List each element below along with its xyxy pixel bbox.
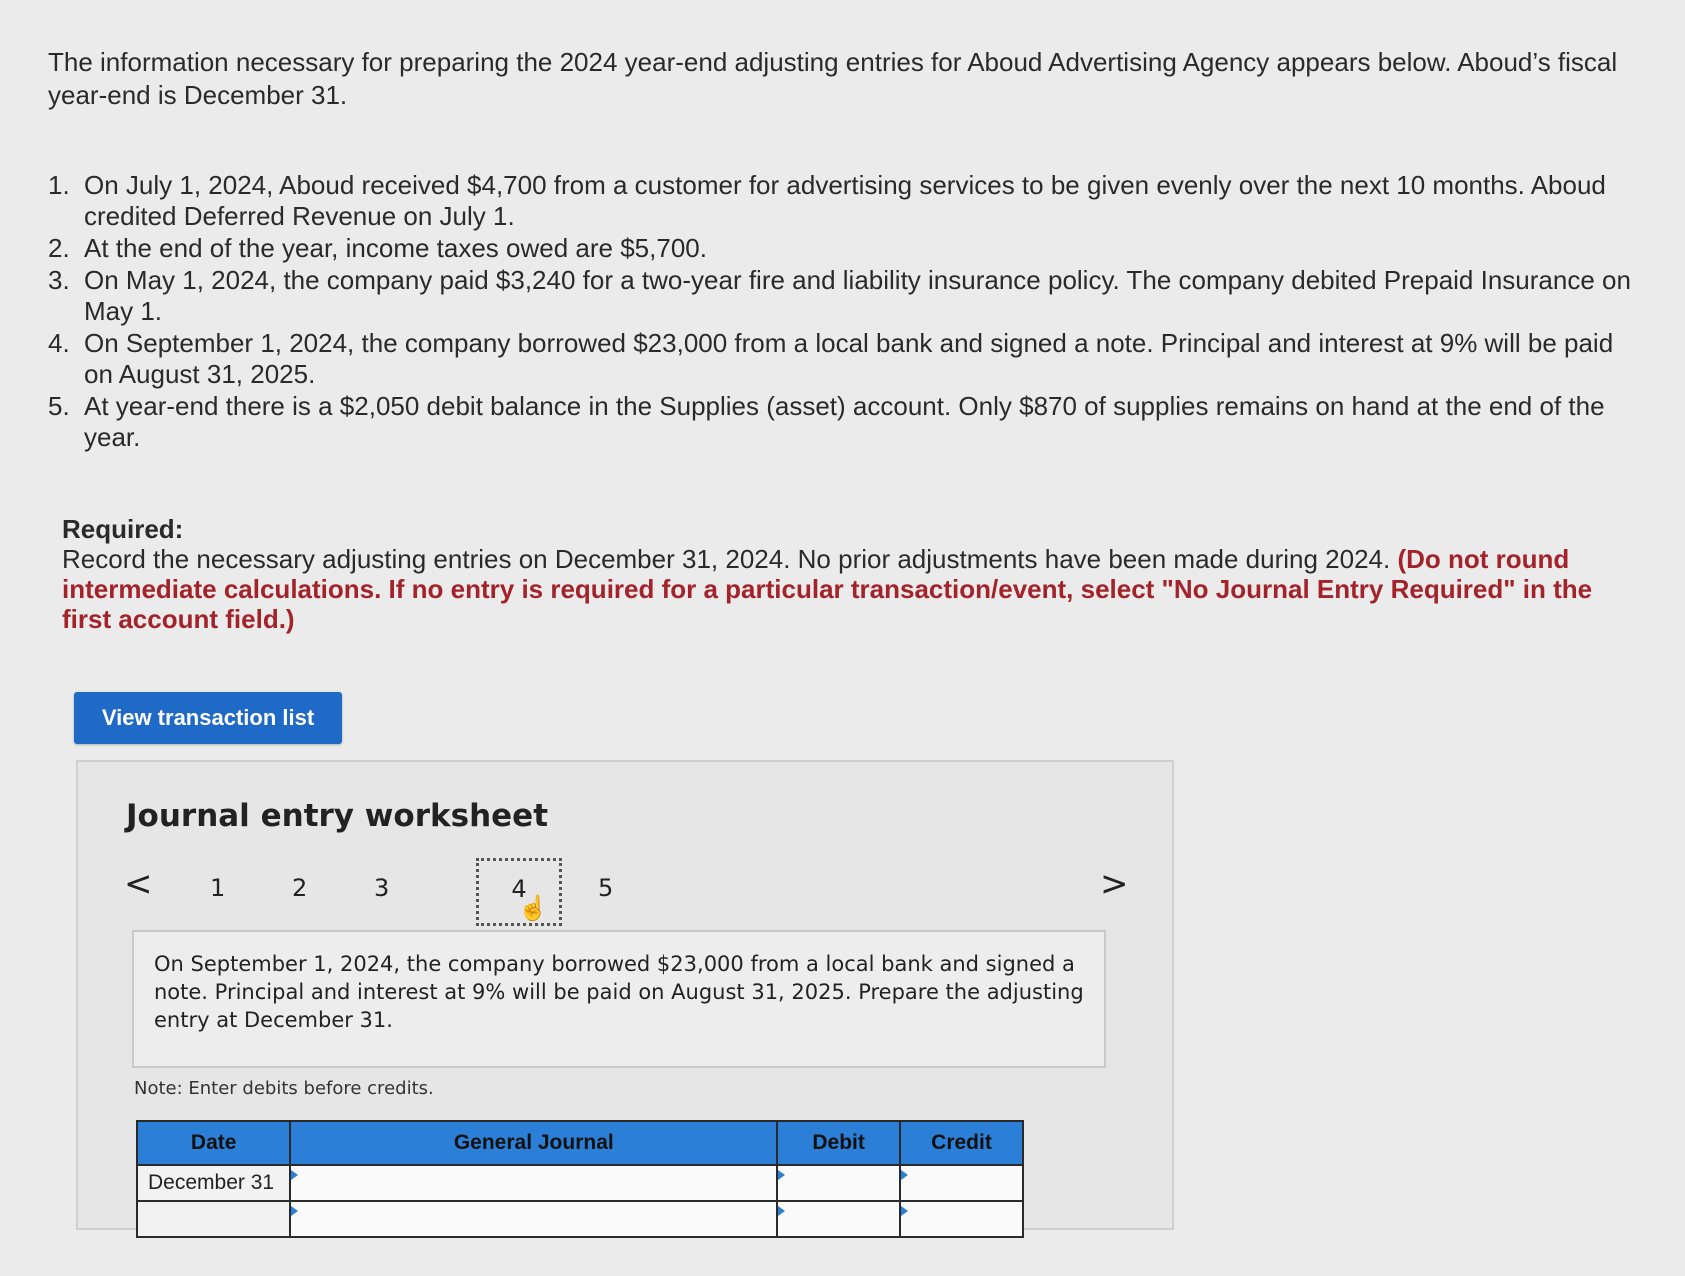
item-text: At the end of the year, income taxes owed are $5,700. [84,233,707,263]
list-item [48,391,1648,453]
required-text: Record the necessary adjusting entries on December 31, 2024. No prior adjustments have been made during 2024. [62,544,1391,574]
worksheet-title: Journal entry worksheet [126,798,549,834]
page-4-label: 4 [511,875,527,903]
item-text: On July 1, 2024, Aboud received $4,700 from a customer for advertising services to be given evenly over the next 10 months. Aboud credited Deferred Revenue on July 1. [84,170,1606,231]
item-number: 4. [48,328,70,358]
chevron-left-icon[interactable]: < [124,864,153,904]
debit-input[interactable] [777,1165,900,1201]
page-2[interactable]: 2 [292,874,308,902]
worksheet-pager [118,858,1128,928]
intro-text: The information necessary for preparing the 2024 year-end adjusting entries for Aboud Advertising Agency appears below. Aboud’s fiscal year-end is December 31. [48,47,1618,110]
entry-note: Note: Enter debits before credits. [134,1078,434,1099]
debit-input[interactable] [777,1201,900,1237]
table-row [137,1165,1023,1201]
account-select[interactable] [290,1201,777,1237]
required-note: (Do not round intermediate calculations. If no entry is required for a particular transaction/event, select "No Journal Entry Required" in the first account field.) [62,544,1593,634]
column-header-date: Date [137,1121,290,1165]
date-cell: December 31 [137,1165,290,1201]
item-number: 1. [48,170,70,200]
transaction-description: On September 1, 2024, the company borrowed $23,000 from a local bank and signed a note. Principal and interest at 9% will be paid on August 31, 2025. Prepare the adjusting entry at December 31. [132,930,1106,1068]
column-header-credit: Credit [900,1121,1023,1165]
item-number: 2. [48,233,70,263]
column-header-debit: Debit [777,1121,900,1165]
column-header-general-journal: General Journal [290,1121,777,1165]
table-header-row [137,1121,1023,1165]
chevron-right-icon[interactable]: > [1100,864,1129,904]
item-text: At year-end there is a $2,050 debit balance in the Supplies (asset) account. Only $870 of supplies remains on hand at the end of the year. [84,391,1605,452]
item-number: 3. [48,265,70,295]
credit-input[interactable] [900,1201,1023,1237]
list-item [48,170,1648,232]
page-3[interactable]: 3 [374,874,390,902]
list-item [48,233,1648,264]
required-section [62,514,1622,634]
table-row [137,1201,1023,1237]
item-text: On May 1, 2024, the company paid $3,240 for a two-year fire and liability insurance policy. The company debited Prepaid Insurance on May 1. [84,265,1631,326]
list-item [48,265,1648,327]
date-cell [137,1201,290,1237]
journal-table [136,1120,1024,1238]
view-transaction-list-button[interactable]: View transaction list [74,692,342,744]
item-text: On September 1, 2024, the company borrowed $23,000 from a local bank and signed a note. Principal and interest at 9% will be paid on August 31, 2025. [84,328,1614,389]
page-1[interactable]: 1 [210,874,226,902]
hand-cursor-icon: ☝ [518,895,548,922]
page-5[interactable]: 5 [598,874,614,902]
list-item [48,328,1648,390]
journal-entry-worksheet [76,760,1174,1230]
required-title: Required: [62,514,184,544]
transaction-list [48,170,1648,454]
credit-input[interactable] [900,1165,1023,1201]
item-number: 5. [48,391,70,421]
account-select[interactable] [290,1165,777,1201]
